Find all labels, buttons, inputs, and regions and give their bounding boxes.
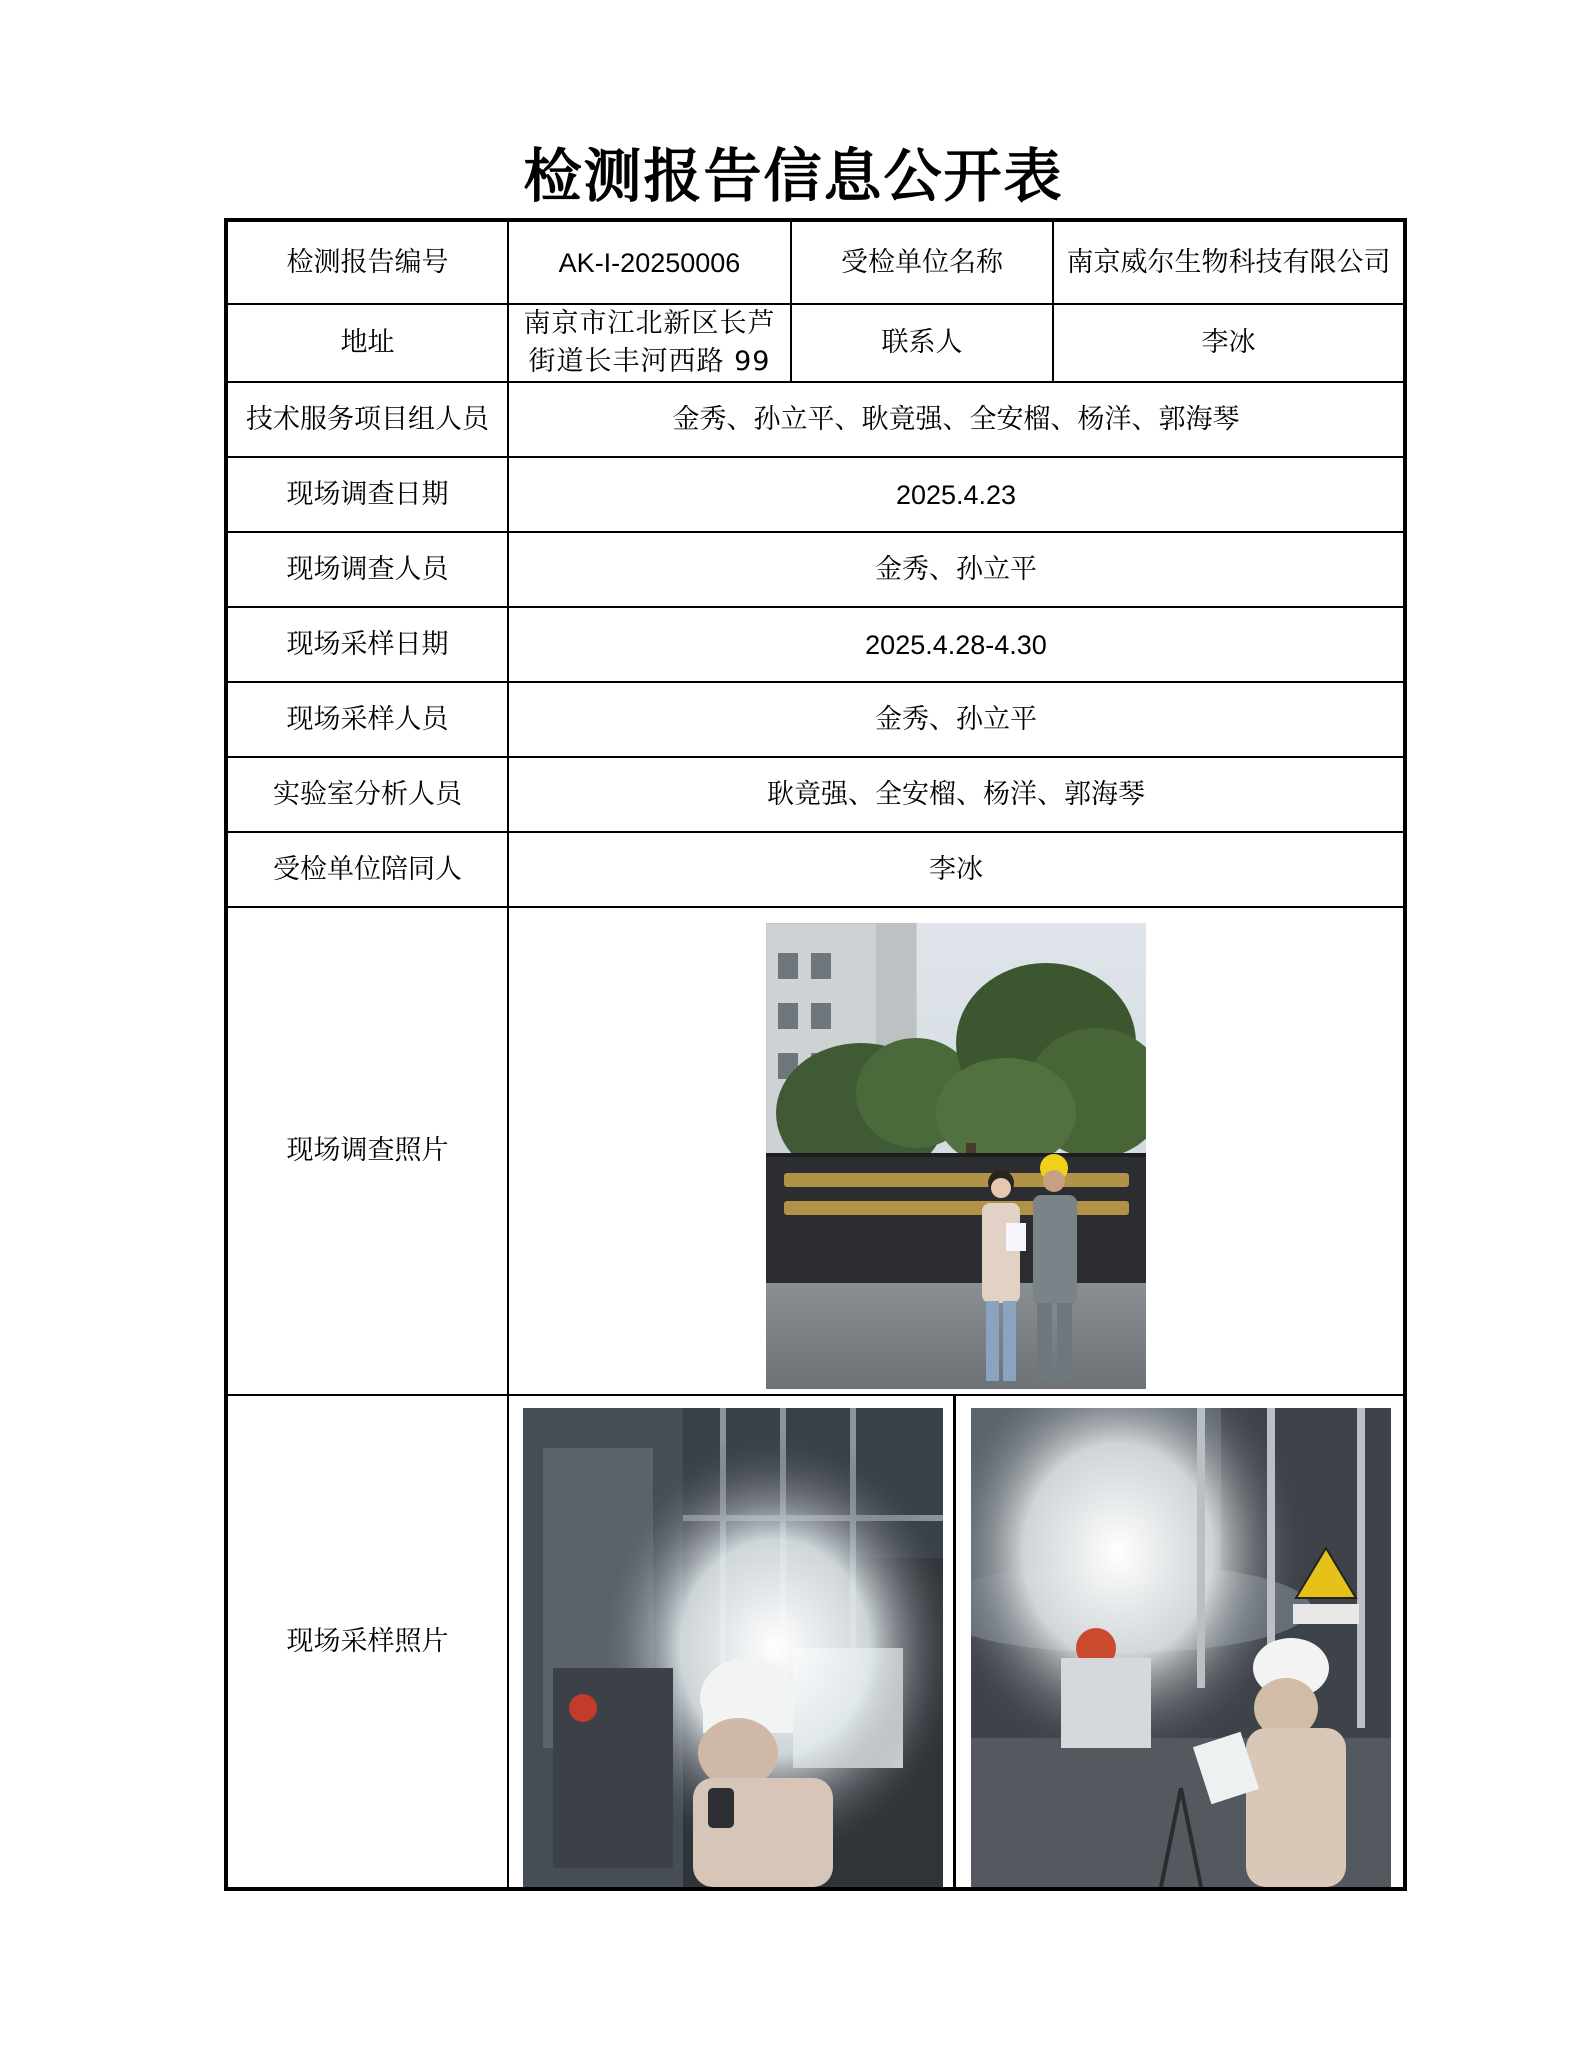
sampling-photo-label: 现场采样照片 (226, 1395, 508, 1889)
table-row (226, 304, 1405, 382)
team-label: 技术服务项目组人员 (226, 382, 508, 457)
sampling-staff-label: 现场采样人员 (226, 682, 508, 757)
unit-name-label: 受检单位名称 (791, 220, 1053, 304)
table-row (226, 1395, 1405, 1889)
table-row (226, 757, 1405, 832)
sampling-date-label: 现场采样日期 (226, 607, 508, 682)
lab-staff-value: 耿竟强、全安榴、杨洋、郭海琴 (508, 757, 1405, 832)
survey-staff-label: 现场调查人员 (226, 532, 508, 607)
lab-staff-label: 实验室分析人员 (226, 757, 508, 832)
survey-photo (766, 923, 1146, 1389)
survey-date-label: 现场调查日期 (226, 457, 508, 532)
table-row (226, 382, 1405, 457)
page-title: 检测报告信息公开表 (523, 142, 1064, 210)
escort-label: 受检单位陪同人 (226, 832, 508, 907)
team-value: 金秀、孙立平、耿竟强、全安榴、杨洋、郭海琴 (508, 382, 1405, 457)
survey-date-value: 2025.4.23 (508, 457, 1405, 532)
table-row (226, 832, 1405, 907)
table-row (226, 682, 1405, 757)
survey-photo-label: 现场调查照片 (226, 907, 508, 1395)
escort-value: 李冰 (508, 832, 1405, 907)
table-row (226, 220, 1405, 304)
table-row (226, 532, 1405, 607)
sampling-date-value: 2025.4.28-4.30 (508, 607, 1405, 682)
unit-name-value: 南京威尔生物科技有限公司 (1053, 220, 1405, 304)
survey-staff-value: 金秀、孙立平 (508, 532, 1405, 607)
photo-divider (953, 1396, 956, 1887)
info-table (224, 218, 1407, 1891)
address-label: 地址 (226, 304, 508, 382)
contact-value: 李冰 (1053, 304, 1405, 382)
sampling-staff-value: 金秀、孙立平 (508, 682, 1405, 757)
table-row (226, 457, 1405, 532)
sampling-photo-cell (508, 1395, 1405, 1889)
report-no-value: AK-I-20250006 (508, 220, 791, 304)
contact-label: 联系人 (791, 304, 1053, 382)
table-row (226, 607, 1405, 682)
table-row (226, 907, 1405, 1395)
survey-photo-cell (508, 907, 1405, 1395)
sampling-photo-right (971, 1408, 1391, 1887)
report-no-label: 检测报告编号 (226, 220, 508, 304)
sampling-photo-left (523, 1408, 943, 1887)
address-value: 南京市江北新区长芦街道长丰河西路 99 (508, 304, 791, 382)
